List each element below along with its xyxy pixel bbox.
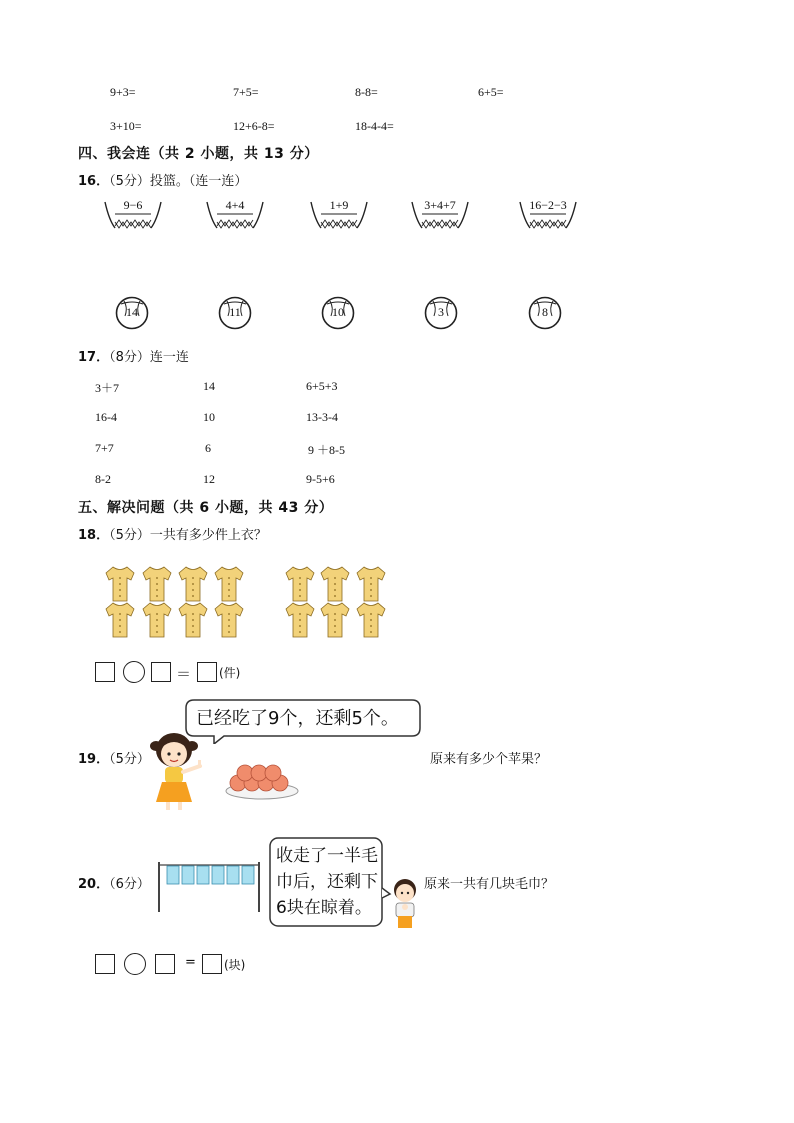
equals-sign: ＝ [176,665,192,683]
girl-illustration [148,730,210,812]
answer-box[interactable] [95,662,115,682]
apple-plate [224,757,300,801]
basketball-hoop [518,200,578,234]
towel-clothesline [155,858,263,914]
question-points: （5分） [109,752,150,767]
question-number: 17． [78,350,110,365]
equation: 9+3= [110,85,136,99]
question-number: 16． [78,174,110,189]
apple-icon [265,765,281,781]
match-right: 9 ＋8-5 [308,443,345,457]
speech-line: 收走了一半毛 [276,846,378,866]
question-text: 一共有多少件上衣？ [149,528,267,543]
basketball-hoop [103,200,163,234]
basketball-hoop [410,200,470,234]
ball-number: 14 [126,305,138,319]
speech-bubble-text [276,843,378,921]
question-points: （5分） [109,174,150,189]
hoop-expression: 3+4+7 [424,198,456,212]
equation: 7+5= [233,85,259,99]
question-number: 20． [78,877,110,892]
match-right: 6+5+3 [306,379,338,393]
towel-icon [197,866,209,884]
question-19 [78,748,150,767]
boy-illustration [390,876,420,932]
shirt-icon [212,600,246,644]
match-left: 8-2 [95,472,111,486]
shirt-icon [318,600,352,644]
answer-box[interactable] [202,954,222,974]
question-points: （5分） [109,528,150,543]
speech-line: 6块在晾着。 [276,898,372,918]
answer-box[interactable] [95,954,115,974]
question-17 [78,346,189,365]
hoop-expression: 4+4 [225,198,245,212]
shirt-icon [140,600,174,644]
shirt-icon [283,600,317,644]
equals-sign: = [185,955,196,970]
equation: 8-8= [355,85,378,99]
question-text: 连一连 [149,350,189,365]
operator-circle[interactable] [124,953,146,975]
basketball[interactable] [218,296,252,330]
answer-box[interactable] [155,954,175,974]
hoop-expression: 16−2−3 [529,198,567,212]
equation: 3+10= [110,119,142,133]
basketball[interactable] [424,296,458,330]
match-middle: 12 [203,472,215,486]
towel-icon [212,866,224,884]
hoop-expression: 1+9 [329,198,349,212]
basketball[interactable] [321,296,355,330]
basketball[interactable] [528,296,562,330]
speech-bubble-text: 已经吃了9个，还剩5个。 [196,708,399,729]
question-points: （8分） [109,350,150,365]
question-20 [78,873,150,892]
equation: 6+5= [478,85,504,99]
operator-circle[interactable] [123,661,145,683]
match-left: 16-4 [95,410,117,424]
answer-box[interactable] [151,662,171,682]
match-left: 7+7 [95,441,114,455]
match-right: 9-5+6 [306,472,335,486]
towel-icon [182,866,194,884]
unit-label: (件) [219,666,241,680]
hoop-expression: 9−6 [123,198,143,212]
question-text: 投篮。（连一连） [149,174,248,189]
question-points: （6分） [109,877,150,892]
question-number: 18． [78,528,110,543]
towel-icon [242,866,254,884]
question-text: 原来一共有几块毛巾？ [424,877,555,892]
question-text: 原来有多少个苹果？ [430,752,548,767]
equation: 12+6-8= [233,119,275,133]
match-middle: 6 [205,441,211,455]
match-middle: 10 [203,410,215,424]
question-number: 19． [78,752,110,767]
section-title: 四、我会连（共 2 小题，共 13 分） [78,146,319,162]
shirt-icon [176,600,210,644]
basketball-hoop [309,200,369,234]
ball-number: 8 [542,305,548,319]
match-right: 13-3-4 [306,410,338,424]
question-18 [78,524,267,543]
answer-box[interactable] [197,662,217,682]
unit-label: (块) [224,958,246,972]
shirt-icon [103,600,137,644]
section-title: 五、解决问题（共 6 小题，共 43 分） [78,500,334,516]
towel-icon [167,866,179,884]
towel-icon [227,866,239,884]
ball-number: 3 [438,305,444,319]
ball-number: 10 [332,305,344,319]
match-left: 3＋7 [95,381,120,395]
ball-number: 11 [229,305,241,319]
speech-line: 巾后，还剩下 [276,872,378,892]
equation: 18-4-4= [355,119,394,133]
question-16 [78,170,247,189]
shirt-icon [354,600,388,644]
basketball[interactable] [115,296,149,330]
basketball-hoop [205,200,265,234]
match-middle: 14 [203,379,215,393]
